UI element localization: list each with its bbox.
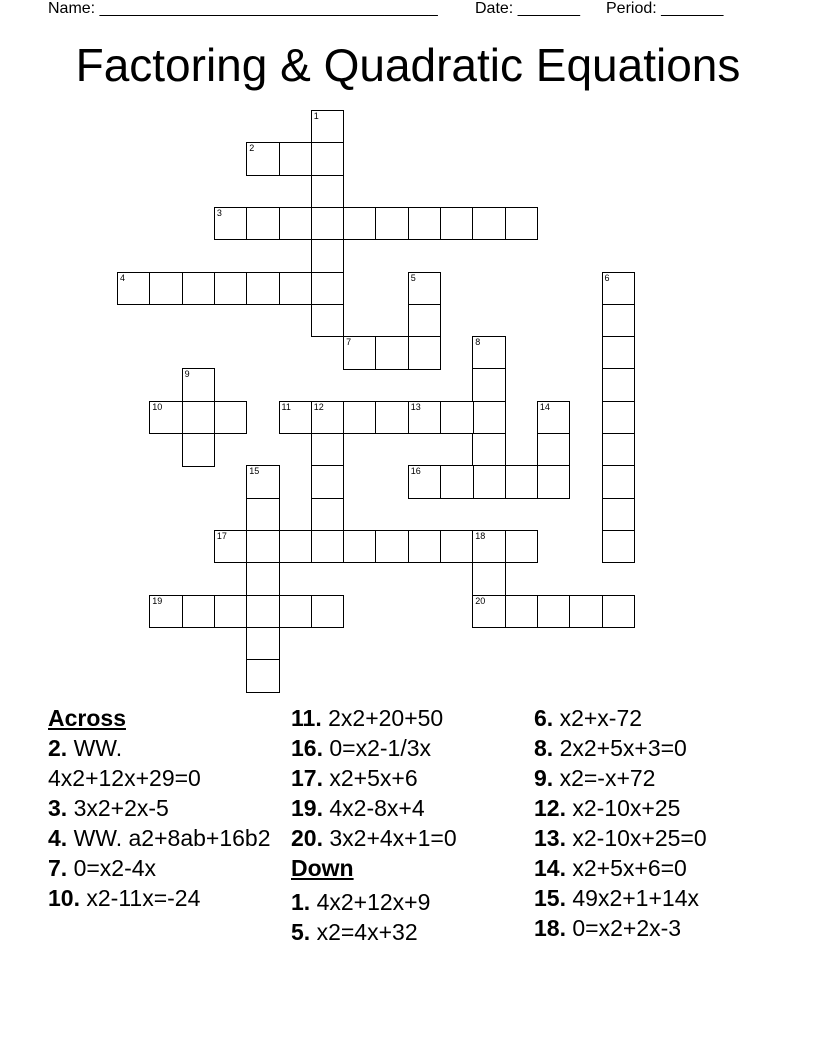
clue-down-14: 14. x2+5x+6=0	[534, 855, 687, 881]
crossword-cell[interactable]	[246, 659, 280, 693]
period-field: Period: _______	[606, 0, 724, 17]
clue-number: 20	[475, 595, 486, 606]
crossword-cell[interactable]	[472, 207, 506, 241]
clue-down-9: 9. x2=-x+72	[534, 765, 656, 791]
crossword-cell[interactable]	[602, 498, 636, 532]
clues-column-1	[48, 703, 278, 913]
crossword-cell[interactable]	[505, 465, 539, 499]
clues-column-3	[534, 703, 804, 943]
crossword-cell[interactable]	[149, 595, 183, 629]
clue-across-17: 17. x2+5x+6	[291, 765, 418, 791]
crossword-cell[interactable]	[569, 595, 603, 629]
clue-number: 12	[313, 401, 324, 412]
crossword-cell[interactable]	[311, 207, 345, 241]
crossword-cell[interactable]	[343, 530, 377, 564]
crossword-cell[interactable]	[505, 595, 539, 629]
clue-down-13: 13. x2-10x+25=0	[534, 825, 707, 851]
clue-number: 19	[152, 595, 163, 606]
crossword-cell[interactable]	[311, 110, 345, 144]
crossword-cell[interactable]	[214, 595, 248, 629]
crossword-cell[interactable]	[602, 336, 636, 370]
crossword-cell[interactable]	[537, 401, 571, 435]
clue-across-11: 11. 2x2+20+50	[291, 705, 444, 731]
crossword-cell[interactable]	[117, 272, 151, 306]
crossword-cell[interactable]	[214, 530, 248, 564]
clue-across-7: 7. 0=x2-4x	[48, 855, 157, 881]
name-field: Name: ______________________________________	[48, 0, 438, 17]
crossword-cell[interactable]	[537, 433, 571, 467]
crossword-cell[interactable]	[246, 595, 280, 629]
clue-number: 1	[313, 111, 319, 121]
crossword-cell[interactable]	[602, 433, 636, 467]
crossword-cell[interactable]	[408, 207, 442, 241]
crossword-cell[interactable]	[214, 207, 248, 241]
crossword-cell[interactable]	[182, 401, 216, 435]
crossword-cell[interactable]	[311, 595, 345, 629]
crossword-cell[interactable]	[311, 433, 345, 467]
crossword-cell[interactable]	[602, 595, 636, 629]
clue-number: 17	[216, 530, 227, 541]
clue-number: 4	[120, 272, 126, 283]
crossword-cell[interactable]	[602, 368, 636, 402]
crossword-cell[interactable]	[472, 595, 506, 629]
clue-down-1: 1. 4x2+12x+9	[291, 889, 431, 915]
crossword-cell[interactable]	[246, 530, 280, 564]
clue-down-15: 15. 49x2+1+14x	[534, 885, 699, 911]
crossword-cell[interactable]	[311, 142, 345, 176]
crossword-cell[interactable]	[246, 498, 280, 532]
crossword-cell[interactable]	[602, 272, 636, 306]
crossword-cell[interactable]	[279, 401, 313, 435]
crossword-cell[interactable]	[343, 336, 377, 370]
crossword-cell[interactable]	[375, 207, 409, 241]
crossword-cell[interactable]	[472, 368, 506, 402]
clue-number: 14	[539, 401, 550, 412]
crossword-cell[interactable]	[279, 272, 313, 306]
crossword-cell[interactable]	[279, 595, 313, 629]
crossword-cell[interactable]	[182, 433, 216, 467]
crossword-cell[interactable]	[311, 175, 345, 209]
clue-down-18: 18. 0=x2+2x-3	[534, 915, 682, 941]
crossword-cell[interactable]	[246, 562, 280, 596]
crossword-cell[interactable]	[279, 530, 313, 564]
crossword-cell[interactable]	[149, 401, 183, 435]
crossword-cell[interactable]	[279, 207, 313, 241]
crossword-cell[interactable]	[472, 433, 506, 467]
clues-column-2	[291, 703, 521, 947]
crossword-cell[interactable]	[408, 530, 442, 564]
clue-number: 5	[410, 272, 416, 283]
clue-number: 10	[152, 401, 163, 412]
across-heading: Across	[48, 705, 126, 731]
crossword-cell[interactable]	[311, 465, 345, 499]
crossword-cell[interactable]	[408, 401, 442, 435]
crossword-cell[interactable]	[472, 530, 506, 564]
clue-down-5: 5. x2=4x+32	[291, 919, 418, 945]
crossword-cell[interactable]	[246, 627, 280, 661]
crossword-cell[interactable]	[214, 272, 248, 306]
crossword-cell[interactable]	[505, 207, 539, 241]
clue-across-16: 16. 0=x2-1/3x	[291, 735, 432, 761]
crossword-cell[interactable]	[182, 368, 216, 402]
clue-across-2: 2. WW. 4x2+12x+29=0	[48, 735, 201, 791]
crossword-cell[interactable]	[246, 465, 280, 499]
crossword-cell[interactable]	[311, 401, 345, 435]
crossword-cell[interactable]	[440, 465, 474, 499]
crossword-cell[interactable]	[182, 595, 216, 629]
crossword-cell[interactable]	[214, 401, 248, 435]
crossword-cell[interactable]	[311, 304, 345, 338]
crossword-cell[interactable]	[472, 562, 506, 596]
crossword-cell[interactable]	[246, 272, 280, 306]
crossword-cell[interactable]	[375, 336, 409, 370]
clue-number: 11	[281, 401, 291, 412]
crossword-cell[interactable]	[537, 595, 571, 629]
clue-across-10: 10. x2-11x=-24	[48, 885, 201, 911]
crossword-cell[interactable]	[311, 239, 345, 273]
crossword-cell[interactable]	[602, 304, 636, 338]
crossword-cell[interactable]	[440, 207, 474, 241]
crossword-cell[interactable]	[602, 530, 636, 564]
page-title: Factoring & Quadratic Equations	[75, 39, 741, 91]
clue-across-19: 19. 4x2-8x+4	[291, 795, 425, 821]
crossword-cell[interactable]	[149, 272, 183, 306]
crossword-cell[interactable]	[246, 207, 280, 241]
crossword-cell[interactable]	[440, 401, 474, 435]
crossword-cell[interactable]	[408, 272, 442, 306]
crossword-cell[interactable]	[408, 336, 442, 370]
clue-number: 6	[604, 272, 610, 283]
crossword-cell[interactable]	[311, 530, 345, 564]
clue-down-8: 8. 2x2+5x+3=0	[534, 735, 687, 761]
crossword-cell[interactable]	[375, 530, 409, 564]
crossword-cell[interactable]	[182, 272, 216, 306]
clue-across-20: 20. 3x2+4x+1=0	[291, 825, 457, 851]
clue-number: 2	[249, 143, 255, 154]
clue-number: 16	[410, 466, 421, 477]
crossword-cell[interactable]	[343, 401, 377, 435]
crossword-cell[interactable]	[408, 465, 442, 499]
crossword-cell[interactable]	[246, 142, 280, 176]
crossword-cell[interactable]	[375, 401, 409, 435]
clue-number: 7	[346, 337, 352, 348]
crossword-cell[interactable]	[472, 336, 506, 370]
crossword-cell[interactable]	[472, 465, 506, 499]
crossword-cell[interactable]	[505, 530, 539, 564]
clue-number: 18	[475, 530, 486, 541]
down-heading: Down	[291, 855, 354, 881]
crossword-cell[interactable]	[440, 530, 474, 564]
clue-number: 15	[249, 466, 260, 477]
crossword-cell[interactable]	[408, 304, 442, 338]
crossword-cell[interactable]	[311, 272, 345, 306]
clue-down-6: 6. x2+x-72	[534, 705, 643, 731]
crossword-cell[interactable]	[472, 401, 506, 435]
crossword-cell[interactable]	[343, 207, 377, 241]
crossword-cell[interactable]	[311, 498, 345, 532]
clue-across-3: 3. 3x2+2x-5	[48, 795, 169, 821]
clue-number: 13	[410, 401, 421, 412]
crossword-cell[interactable]	[602, 465, 636, 499]
crossword-cell[interactable]	[602, 401, 636, 435]
clue-across-4: 4. WW. a2+8ab+16b2	[48, 825, 271, 851]
crossword-cell[interactable]	[279, 142, 313, 176]
clue-number: 8	[475, 337, 481, 348]
clue-number: 3	[216, 207, 222, 218]
clue-number: 9	[184, 369, 190, 380]
clue-down-12: 12. x2-10x+25	[534, 795, 681, 821]
date-field: Date: _______	[475, 0, 580, 17]
crossword-cell[interactable]	[537, 465, 571, 499]
